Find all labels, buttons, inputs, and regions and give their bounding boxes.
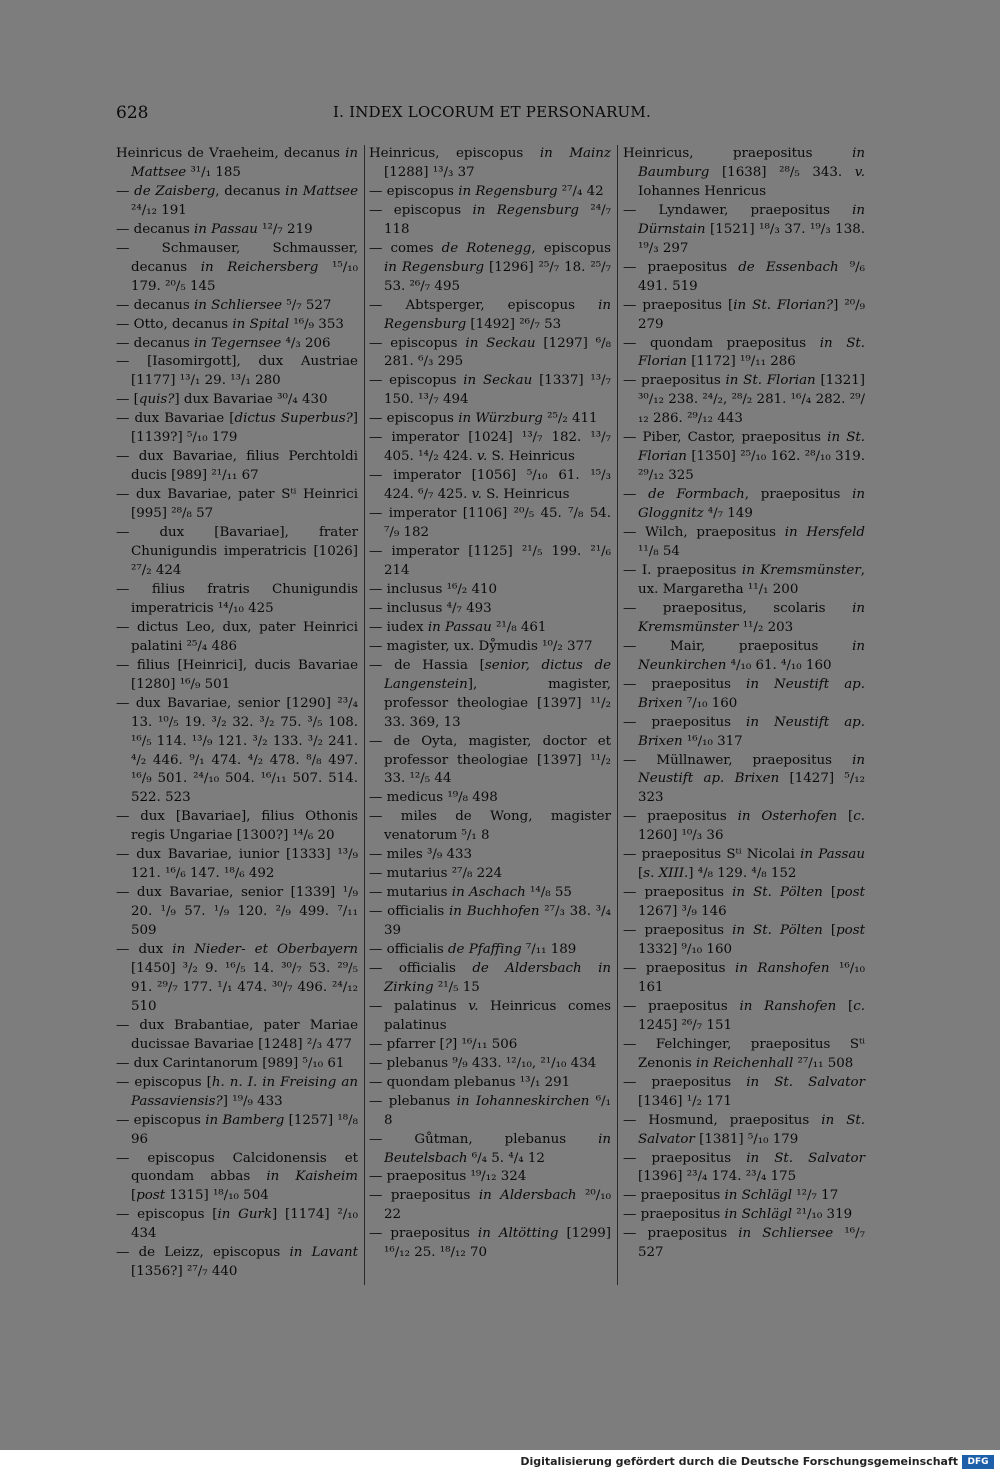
index-entry: — decanus in Passau ¹²/₇ 219 bbox=[116, 221, 313, 237]
index-entry: — episcopus in Seckau [1337] ¹³/₇ 150. ¹³/₇ 494 bbox=[369, 373, 612, 408]
index-entry: — Abtsperger, episcopus in Regensburg [1492] ²⁶/₇ 53 bbox=[369, 297, 611, 332]
running-head: I. INDEX LOCORUM ET PERSONARUM. bbox=[333, 103, 651, 121]
index-entry: — officialis de Pfaffing ⁷/₁₁ 189 bbox=[369, 942, 577, 958]
index-entry: — episcopus Calcidonensis et quondam abbas in Kaisheim [post 1315] ¹⁸/₁₀ 504 bbox=[116, 1150, 358, 1204]
index-entry: — dictus Leo, dux, pater Heinrici palatini ²⁵/₄ 486 bbox=[116, 619, 358, 654]
index-entry: — Otto, decanus in Spital ¹⁶/₉ 353 bbox=[116, 316, 344, 332]
index-entry: — praepositus in Osterhofen [c. 1260] ¹⁰/₃ 36 bbox=[623, 809, 865, 844]
index-entry: — palatinus v. Heinricus comes palatinus bbox=[369, 998, 611, 1033]
index-entry: — plebanus in Iohanneskirchen ⁶/₁ 8 bbox=[369, 1093, 612, 1128]
index-entry: — Müllnawer, praepositus in Neustift ap. Brixen [1427] ⁵/₁₂ 323 bbox=[623, 752, 865, 806]
index-entry: — [quis?] dux Bavariae ³⁰/₄ 430 bbox=[116, 392, 328, 408]
page-number: 628 bbox=[116, 103, 149, 123]
column-rule bbox=[617, 145, 618, 1285]
index-entry: — praepositus in St. Pölten [post 1267] ³/₉ 146 bbox=[623, 885, 865, 920]
index-entry: — [Iasomirgott], dux Austriae [1177] ¹³/₁ 29. ¹³/₁ 280 bbox=[116, 354, 358, 389]
index-entry: — Gůtman, plebanus in Beutelsbach ⁶/₄ 5. ⁴/₄ 12 bbox=[369, 1131, 611, 1166]
index-entry: — episcopus in Regensburg ²⁴/₇ 118 bbox=[369, 202, 611, 237]
index-entry: — decanus in Schliersee ⁵/₇ 527 bbox=[116, 297, 332, 313]
index-entry: — de Zaisberg, decanus in Mattsee ²⁴/₁₂ 191 bbox=[116, 183, 358, 218]
index-entry: — dux Carintanorum [989] ⁵/₁₀ 61 bbox=[116, 1055, 345, 1071]
index-entry: — quondam plebanus ¹³/₁ 291 bbox=[369, 1074, 571, 1090]
index-entry: — decanus in Tegernsee ⁴/₃ 206 bbox=[116, 335, 331, 351]
index-entry: — inclusus ⁴/₇ 493 bbox=[369, 600, 492, 616]
index-entry: Heinricus, praepositus in Baumburg [1638] ²⁸/₅ 343. v. Iohannes Henricus bbox=[623, 146, 865, 199]
index-entry: — officialis in Buchhofen ²⁷/₃ 38. ³/₄ 39 bbox=[369, 904, 611, 939]
index-entry: — praepositus ¹⁹/₁₂ 324 bbox=[369, 1169, 527, 1185]
index-entry: — praepositus in St. Pölten [post 1332] ⁹/₁₀ 160 bbox=[623, 923, 865, 958]
index-entry: — de Leizz, episcopus in Lavant [1356?] ²⁷/₇ 440 bbox=[116, 1245, 358, 1280]
index-entry: — imperator [1125] ²¹/₅ 199. ²¹/₆ 214 bbox=[369, 544, 611, 578]
index-entry: — praepositus in Aldersbach ²⁰/₁₀ 22 bbox=[369, 1188, 611, 1223]
index-entry: — inclusus ¹⁶/₂ 410 bbox=[369, 581, 498, 597]
index-entry: — episcopus [in Gurk] [1174] ²/₁₀ 434 bbox=[116, 1207, 358, 1242]
index-entry: — Hosmund, praepositus in St. Salvator [1381] ⁵/₁₀ 179 bbox=[623, 1112, 866, 1147]
index-column-1 bbox=[116, 145, 358, 1282]
index-entry: — iudex in Passau ²¹/₈ 461 bbox=[369, 619, 547, 635]
index-entry: — mutarius in Aschach ¹⁴/₈ 55 bbox=[369, 885, 572, 901]
index-entry: — praepositus in St. Florian [1321] ³⁰/₁₂ 238. ²⁴/₂, ²⁸/₂ 281. ¹⁶/₄ 282. ²⁹/₁₂ 286. ²⁹/₁₂ 443 bbox=[623, 373, 865, 427]
index-entry: — dux in Nieder- et Oberbayern [1450] ³/₂ 9. ¹⁶/₅ 14. ³⁰/₇ 53. ²⁹/₅ 91. ²⁹/₇ 177. ¹/₁ 474. ³⁰/₇ 496. ²⁴/₁₂ 510 bbox=[116, 942, 358, 1014]
funding-notice: Digitalisierung gefördert durch die Deutsche Forschungsgemeinschaft bbox=[520, 1455, 958, 1468]
index-entry: — miles ³/₉ 433 bbox=[369, 847, 473, 863]
index-entry: — dux [Bavariae], frater Chunigundis imperatricis [1026] ²⁷/₂ 424 bbox=[116, 525, 358, 578]
index-entry: — praepositus in Ranshofen ¹⁶/₁₀ 161 bbox=[623, 960, 865, 995]
index-entry: — de Oyta, magister, doctor et professor theologiae [1397] ¹¹/₂ 33. ¹²/₅ 44 bbox=[369, 733, 611, 787]
index-entry: — Mair, praepositus in Neunkirchen ⁴/₁₀ 61. ⁴/₁₀ 160 bbox=[623, 638, 865, 673]
index-entry: — episcopus in Seckau [1297] ⁶/₈ 281. ⁶/₃ 295 bbox=[369, 335, 611, 370]
index-entry: — plebanus ⁹/₉ 433. ¹²/₁₀, ²¹/₁₀ 434 bbox=[369, 1055, 597, 1071]
index-column-2 bbox=[369, 145, 611, 1263]
index-entry: — praepositus in Ranshofen [c. 1245] ²⁶/₇ 151 bbox=[623, 998, 865, 1033]
index-entry: — episcopus [h. n. I. in Freising an Passaviensis?] ¹⁹/₉ 433 bbox=[116, 1074, 358, 1109]
index-entry: — de Formbach, praepositus in Gloggnitz ⁴/₇ 149 bbox=[623, 487, 865, 522]
index-entry: — filius [Heinrici], ducis Bavariae [1280] ¹⁶/₉ 501 bbox=[116, 657, 358, 692]
index-entry: — officialis de Aldersbach in Zirking ²¹/₅ 15 bbox=[369, 960, 611, 995]
index-entry: — filius fratris Chunigundis imperatricis ¹⁴/₁₀ 425 bbox=[116, 581, 358, 616]
index-entry: — mutarius ²⁷/₈ 224 bbox=[369, 866, 503, 882]
index-entry: — praepositus [in St. Florian?] ²⁰/₉ 279 bbox=[623, 297, 865, 332]
index-entry: — de Hassia [senior, dictus de Langenstein], magister, professor theologiae [1397] ¹¹/₂ 33. 369, 13 bbox=[369, 657, 611, 730]
index-entry: — Schmauser, Schmausser, decanus in Reichersberg ¹⁵/₁₀ 179. ²⁰/₅ 145 bbox=[116, 240, 358, 294]
index-entry: — praepositus in St. Salvator [1346] ¹/₂ 171 bbox=[623, 1074, 865, 1109]
index-column-3 bbox=[623, 145, 865, 1263]
index-entry: — Felchinger, praepositus Sᵗⁱ Zenonis in Reichenhall ²⁷/₁₁ 508 bbox=[623, 1036, 865, 1071]
index-entry: — quondam praepositus in St. Florian [1172] ¹⁹/₁₁ 286 bbox=[623, 335, 866, 370]
index-entry: — praepositus in Neustift ap. Brixen ⁷/₁₀ 160 bbox=[623, 676, 866, 711]
index-entry: — dux Bavariae, pater Sᵗⁱ Heinrici [995] ²⁸/₈ 57 bbox=[116, 487, 358, 522]
index-entry: — praepositus in Schlägl ¹²/₇ 17 bbox=[623, 1188, 839, 1204]
index-entry: — Wilch, praepositus in Hersfeld ¹¹/₈ 54 bbox=[623, 525, 865, 560]
index-entry: — praepositus in Altötting [1299] ¹⁶/₁₂ 25. ¹⁸/₁₂ 70 bbox=[369, 1226, 611, 1261]
index-entry: — dux Bavariae [dictus Superbus?] [1139?] ⁵/₁₀ 179 bbox=[116, 411, 358, 446]
index-entry: — magister, ux. Dẙmudis ¹⁰/₂ 377 bbox=[369, 638, 593, 654]
index-entry: — dux Brabantiae, pater Mariae ducissae Bavariae [1248] ²/₃ 477 bbox=[116, 1017, 358, 1052]
index-entry: — pfarrer [?] ¹⁶/₁₁ 506 bbox=[369, 1036, 518, 1052]
dfg-logo: DFG bbox=[962, 1455, 994, 1469]
index-entry: — dux [Bavariae], filius Othonis regis Ungariae [1300?] ¹⁴/₆ 20 bbox=[116, 809, 358, 844]
index-entry: — episcopus in Regensburg ²⁷/₄ 42 bbox=[369, 183, 604, 199]
index-entry: — imperator [1106] ²⁰/₅ 45. ⁷/₈ 54. ⁷/₉ 182 bbox=[369, 506, 611, 541]
footer-banner bbox=[0, 1450, 1000, 1474]
index-entry: — dux Bavariae, senior [1290] ²³/₄ 13. ¹⁰/₅ 19. ³/₂ 32. ³/₂ 75. ³/₅ 108. ¹⁶/₅ 114. ¹³/₉ 121. ³/₂ 133. ³/₂ 241. ⁴/₂ 446. ⁹/₁ 474. ⁴/₂ 478. ⁸/₈ 497. ¹⁶/₉ 501. ²⁴/₁₀ 504. ¹⁶/₁₁ 507. 514. 522. 523 bbox=[116, 695, 358, 806]
index-entry: — comes de Rotenegg, episcopus in Regensburg [1296] ²⁵/₇ 18. ²⁵/₇ 53. ²⁶/₇ 495 bbox=[369, 240, 611, 294]
index-entry: — praepositus in Schlägl ²¹/₁₀ 319 bbox=[623, 1207, 853, 1223]
index-entry: Heinricus de Vraeheim, decanus in Mattsee ³¹/₁ 185 bbox=[116, 146, 358, 180]
index-entry: — imperator [1056] ⁵/₁₀ 61. ¹⁵/₃ 424. ⁶/₇ 425. v. S. Heinricus bbox=[369, 468, 611, 503]
index-entry: — Piber, Castor, praepositus in St. Florian [1350] ²⁵/₁₀ 162. ²⁸/₁₀ 319. ²⁹/₁₂ 325 bbox=[623, 430, 865, 484]
index-entry: — I. praepositus in Kremsmünster, ux. Margaretha ¹¹/₁ 200 bbox=[623, 562, 865, 597]
index-entry: — praepositus in Schliersee ¹⁶/₇ 527 bbox=[623, 1226, 866, 1261]
index-entry: — medicus ¹⁹/₈ 498 bbox=[369, 790, 498, 806]
page-header bbox=[116, 103, 868, 127]
index-entry: — dux Bavariae, filius Perchtoldi ducis [989] ²¹/₁₁ 67 bbox=[116, 449, 358, 484]
index-entry: — praepositus Sᵗⁱ Nicolai in Passau [s. XIII.] ⁴/₈ 129. ⁴/₈ 152 bbox=[623, 847, 865, 882]
index-entry: Heinricus, episcopus in Mainz [1288] ¹³/₃ 37 bbox=[369, 146, 611, 180]
index-entry: — Lyndawer, praepositus in Dürnstain [1521] ¹⁸/₃ 37. ¹⁹/₃ 138. ¹⁹/₃ 297 bbox=[623, 202, 865, 256]
index-entry: — praepositus de Essenbach ⁹/₆ 491. 519 bbox=[623, 259, 865, 294]
index-entry: — dux Bavariae, senior [1339] ¹/₉ 20. ¹/₉ 57. ¹/₉ 120. ²/₉ 499. ⁷/₁₁ 509 bbox=[116, 885, 358, 939]
index-entry: — miles de Wong, magister venatorum ⁵/₁ 8 bbox=[369, 809, 611, 844]
index-entry: — praepositus in Neustift ap. Brixen ¹⁶/₁₀ 317 bbox=[623, 714, 866, 749]
index-entry: — imperator [1024] ¹³/₇ 182. ¹³/₇ 405. ¹⁴/₂ 424. v. S. Heinricus bbox=[369, 430, 611, 465]
index-entry: — episcopus in Würzburg ²⁵/₂ 411 bbox=[369, 411, 598, 427]
column-rule bbox=[364, 145, 365, 1285]
index-entry: — praepositus, scolaris in Kremsmünster ¹¹/₂ 203 bbox=[623, 600, 865, 635]
index-entry: — episcopus in Bamberg [1257] ¹⁸/₈ 96 bbox=[116, 1112, 358, 1147]
index-entry: — praepositus in St. Salvator [1396] ²³/₄ 174. ²³/₄ 175 bbox=[623, 1150, 865, 1185]
index-entry: — dux Bavariae, iunior [1333] ¹³/₉ 121. ¹⁶/₆ 147. ¹⁸/₆ 492 bbox=[116, 847, 358, 882]
